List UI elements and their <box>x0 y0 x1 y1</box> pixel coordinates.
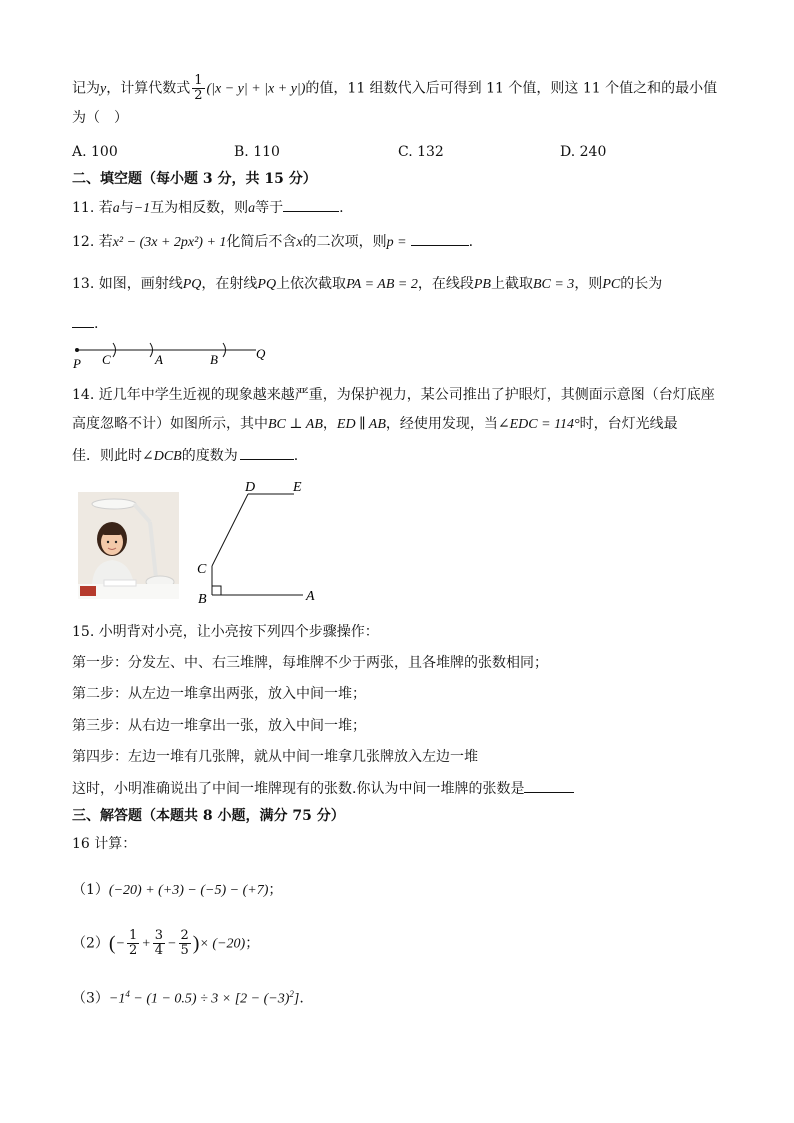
q15-step-3: 第三步：从右边一堆拿出一张，放入中间一堆； <box>72 718 366 734</box>
q13: 13. 如图，画射线PQ，在射线PQ上依次截取PA = AB = 2，在线段PB上截取BC = 3，则PC的长为 <box>72 276 663 292</box>
q10-text-c: 的值，11 组数代入后可得到 11 个值，则这 11 个值之和的最小值 <box>305 80 718 97</box>
label-d: D <box>245 480 256 495</box>
q12: 12. 若x² − (3x + 2px²) + 1化简后不含x的二次项，则p = . <box>72 231 473 253</box>
q14-line-2: 高度忽略不计）如图所示，其中BC ⊥ AB，ED ∥ AB，经使用发现，当∠EDC = 114°时，台灯光线最 <box>72 416 678 432</box>
fraction-2-5: $\frac{2}{5}$ <box>180 928 189 958</box>
q15-step-4: 第四步：左边一堆有几张牌，就从中间一堆拿几张牌放入左边一堆 <box>72 749 478 765</box>
q10-line-2: 为（ ） <box>72 110 128 126</box>
label-c: C <box>102 352 111 367</box>
q12-answer-blank <box>411 231 469 246</box>
q16-part-1: （1）(−20) + (+3) − (−5) − (+7)； <box>72 882 283 898</box>
option-b: B. 110 <box>234 144 280 160</box>
point-p <box>75 348 79 352</box>
label-a: A <box>306 589 315 604</box>
section-2-heading: 二、填空题（每小题 3 分，共 15 分） <box>72 171 317 187</box>
q13-line-2: . <box>72 313 98 334</box>
option-d: D. 240 <box>560 144 607 160</box>
section-3-heading: 三、解答题（本题共 8 小题，满分 75 分） <box>72 808 345 824</box>
q11: 11. 若a与−1互为相反数，则a等于 . <box>72 197 344 219</box>
fraction-1-2: $\frac{1}{2}$ <box>129 928 138 958</box>
q14-line-3: 佳．则此时∠DCB的度数为 . <box>72 445 298 467</box>
q14-answer-blank <box>240 445 294 460</box>
q10-text-a: 记为 <box>72 80 100 97</box>
q16-intro: 16 计算： <box>72 836 137 852</box>
option-c: C. 132 <box>398 144 444 160</box>
desk-lamp-photo <box>78 492 179 599</box>
option-a: A. 100 <box>72 144 118 160</box>
q14-line-1: 14. 近几年中学生近视的现象越来越严重，为保护视力，某公司推出了护眼灯，其侧面示意图（台灯底座 <box>72 387 715 403</box>
q16-part-3: $(3)-1^4 - (1 - 0.5) \div 3 \times [2 - (-3)^2]$. <box>72 989 304 1007</box>
q16-expression-1: (−20) + (+3) − (−5) − (+7) <box>108 883 269 898</box>
half-fraction: $\frac{1}{2}$ <box>194 73 203 103</box>
label-b: B <box>210 352 218 367</box>
fraction-3-4: $\frac{3}{4}$ <box>154 928 164 958</box>
q15-conclusion: 这时，小明准确说出了中间一堆牌现有的张数.你认为中间一堆牌的张数是 <box>72 778 574 799</box>
ray-figure <box>68 338 278 372</box>
q15-answer-blank <box>524 778 574 793</box>
q10-expression: (|x − y| + |x + y|) <box>206 81 306 97</box>
label-q: Q <box>256 346 266 361</box>
q11-answer-blank <box>283 197 339 212</box>
label-c: C <box>197 562 207 577</box>
q15-step-1: 第一步：分发左、中、右三堆牌，每堆牌不少于两张，且各堆牌的张数相同； <box>72 655 548 671</box>
q10-line-1 <box>72 74 717 103</box>
q15-step-2: 第二步：从左边一堆拿出两张，放入中间一堆； <box>72 686 366 702</box>
q16-part-2: （2）(− $\frac{1}{2}$ + $\frac{3}{4}$ − $\frac{2}{5}$ )× (−20)； <box>72 928 260 958</box>
label-a: A <box>155 352 163 367</box>
label-e: E <box>293 480 302 495</box>
q12-expression: x² − (3x + 2px²) + 1 <box>112 235 227 250</box>
q10-text-b: ，计算代数式 <box>106 80 191 97</box>
label-p: P <box>73 356 81 371</box>
label-b: B <box>198 592 207 607</box>
q15-intro: 15. 小明背对小亮，让小亮按下列四个步骤操作： <box>72 624 379 640</box>
var-y: y <box>100 81 107 97</box>
angle-figure <box>190 476 330 608</box>
q13-answer-blank <box>72 313 94 328</box>
